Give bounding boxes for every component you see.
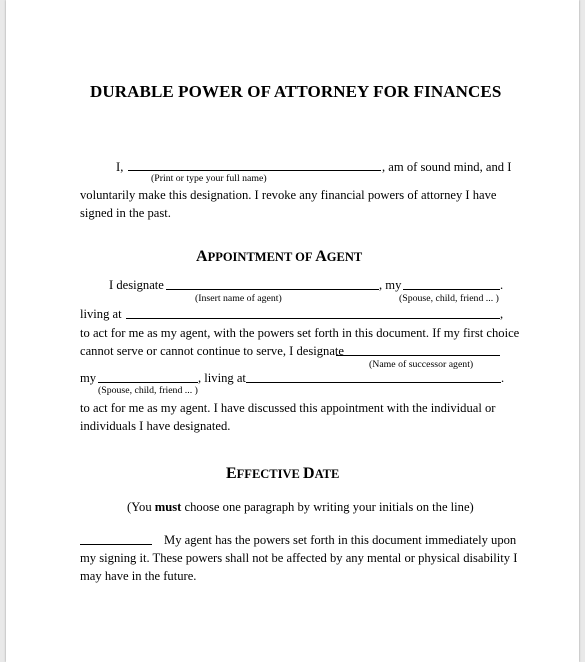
initials-instruction: (You must choose one paragraph by writing your initials on the line) bbox=[127, 500, 474, 514]
full-name-caption: (Print or type your full name) bbox=[151, 173, 267, 184]
successor-agent-field[interactable] bbox=[336, 355, 500, 356]
immediate-para-line-1: My agent has the powers set forth in this document immediately upon bbox=[164, 533, 517, 547]
appointment-heading: APPOINTMENT OF AGENT bbox=[196, 248, 363, 265]
successor-caption: (Name of successor agent) bbox=[369, 359, 474, 370]
intro-sound-mind: , am of sound mind, and I bbox=[382, 160, 512, 174]
initials-field[interactable] bbox=[80, 544, 152, 545]
living-at-label-2: , living at bbox=[198, 371, 246, 385]
agent-address-field[interactable] bbox=[126, 318, 500, 319]
agent-name-field[interactable] bbox=[166, 289, 379, 290]
successor-relation-caption: (Spouse, child, friend ... ) bbox=[98, 385, 198, 396]
document-title: DURABLE POWER OF ATTORNEY FOR FINANCES bbox=[90, 82, 502, 101]
agent-relation-caption: (Spouse, child, friend ... ) bbox=[399, 293, 499, 304]
intro-i-label: I, bbox=[116, 160, 124, 174]
period-2: . bbox=[501, 371, 505, 385]
cannot-serve-line: cannot serve or cannot continue to serve, I designate bbox=[80, 344, 345, 358]
immediate-para-line-3: may have in the future. bbox=[80, 569, 197, 583]
powers-line: to act for me as my agent, with the powers set forth in this document. If my first choice bbox=[80, 326, 520, 340]
successor-relation-field[interactable] bbox=[98, 382, 198, 383]
agent-name-caption: (Insert name of agent) bbox=[195, 293, 282, 304]
effective-date-heading: EFFECTIVE DATE bbox=[226, 465, 340, 482]
immediate-para-line-2: my signing it. These powers shall not be affected by any mental or physical disability I bbox=[80, 551, 518, 565]
full-name-field[interactable] bbox=[128, 170, 381, 171]
comma-1: , bbox=[500, 307, 504, 321]
discussed-line: to act for me as my agent. I have discussed this appointment with the individual or bbox=[80, 401, 496, 415]
living-at-label: living at bbox=[80, 307, 122, 321]
intro-line-2: voluntarily make this designation. I revoke any financial powers of attorney I have bbox=[80, 188, 497, 202]
individuals-line: individuals I have designated. bbox=[80, 419, 231, 433]
my-label: , my bbox=[379, 278, 402, 292]
intro-line-3: signed in the past. bbox=[80, 206, 171, 220]
document-page bbox=[6, 0, 579, 662]
agent-relation-field[interactable] bbox=[403, 289, 500, 290]
my-label-2: my bbox=[80, 371, 97, 385]
period-1: . bbox=[500, 278, 504, 292]
successor-address-field[interactable] bbox=[246, 382, 501, 383]
i-designate-label: I designate bbox=[109, 278, 164, 292]
